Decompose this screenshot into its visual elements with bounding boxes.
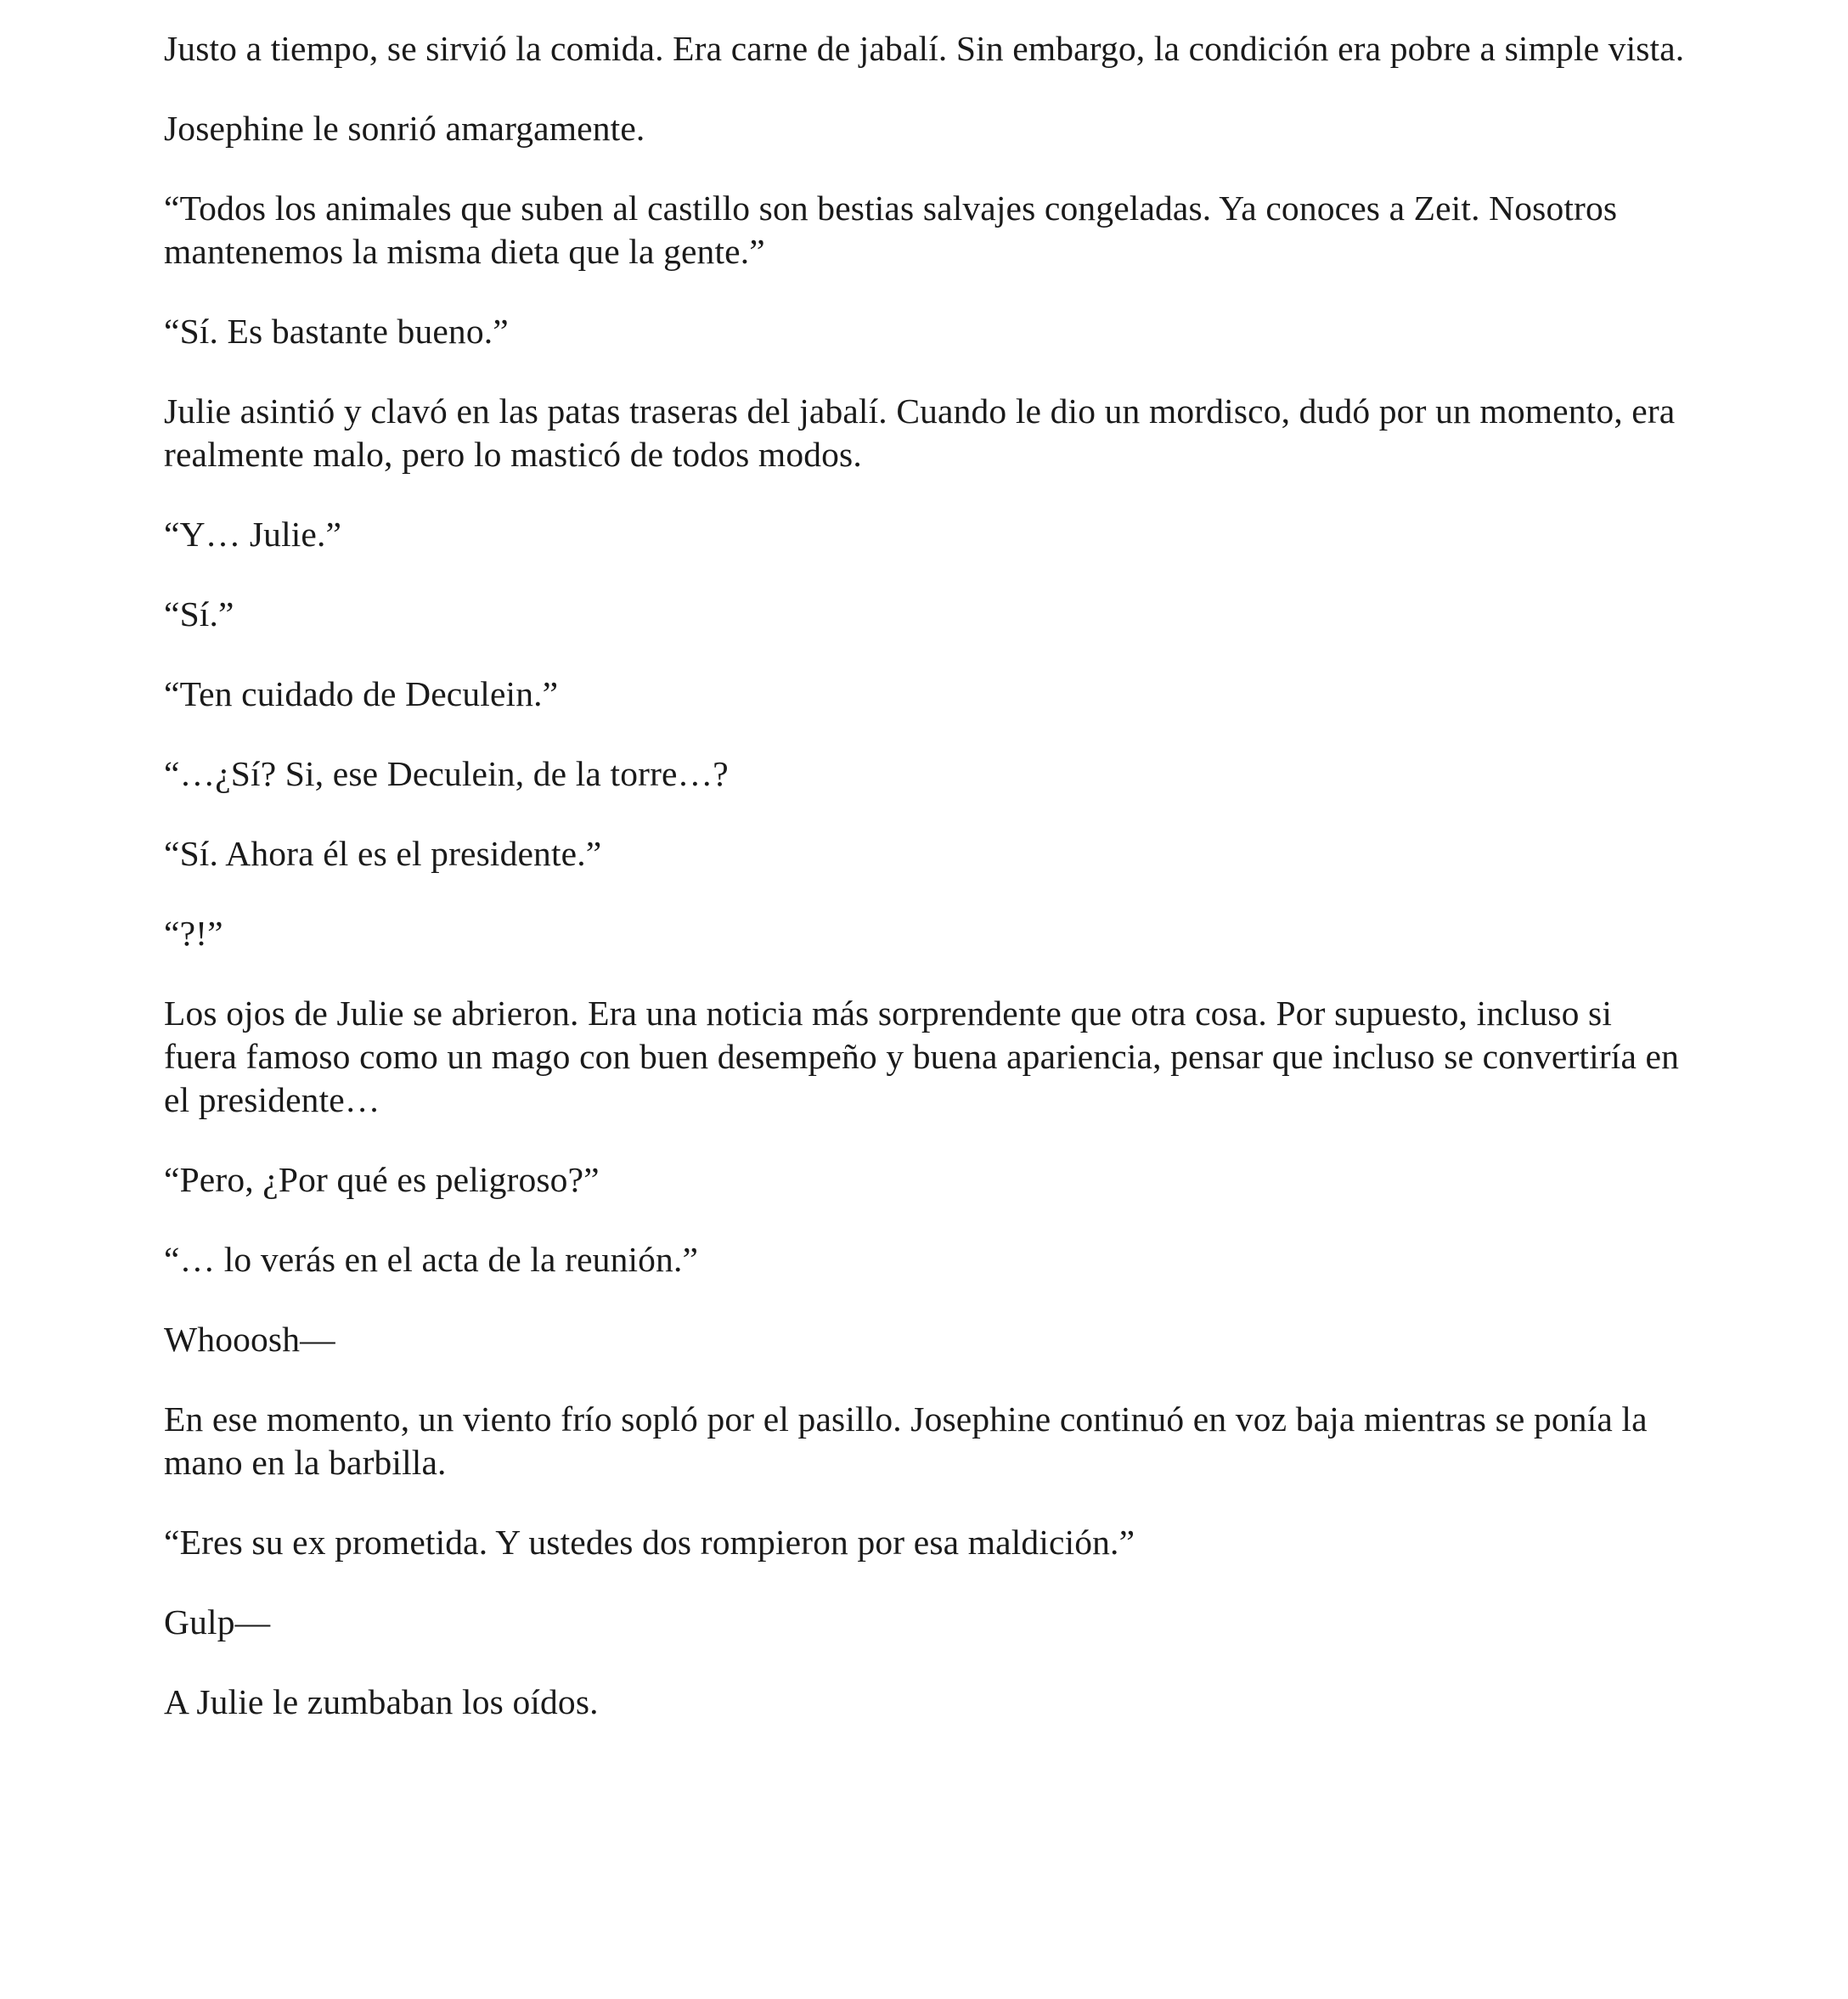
paragraph: “Sí. Es bastante bueno.” <box>164 312 509 351</box>
paragraph: Justo a tiempo, se sirvió la comida. Era carne de jabalí. Sin embargo, la condición era pobre a simple vista. <box>164 29 1685 68</box>
paragraph: Gulp— <box>164 1602 271 1641</box>
document-page <box>164 27 1693 1760</box>
paragraph: Whooosh— <box>164 1320 335 1359</box>
paragraph: Los ojos de Julie se abrieron. Era una noticia más sorprendente que otra cosa. Por supuesto, incluso si fuera famoso como un mago con buen desempeño y buena apariencia, pensar que incluso se convertiría en el presidente… <box>164 994 1680 1119</box>
paragraph: “Eres su ex prometida. Y ustedes dos rompieron por esa maldición.” <box>164 1523 1135 1562</box>
paragraph: “Todos los animales que suben al castillo son bestias salvajes congeladas. Ya conoces a Zeit. Nosotros mantenemos la misma dieta que la gente.” <box>164 189 1618 271</box>
paragraph: A Julie le zumbaban los oídos. <box>164 1682 599 1721</box>
paragraph: “Sí. Ahora él es el presidente.” <box>164 834 602 873</box>
paragraph: “Sí.” <box>164 594 234 633</box>
paragraph: “…¿Sí? Si, ese Deculein, de la torre…? <box>164 754 729 793</box>
paragraph: “Ten cuidado de Deculein.” <box>164 674 559 713</box>
paragraph: “Pero, ¿Por qué es peligroso?” <box>164 1160 600 1199</box>
paragraph: “?!” <box>164 914 223 953</box>
paragraph: Josephine le sonrió amargamente. <box>164 109 645 148</box>
paragraph: Julie asintió y clavó en las patas traseras del jabalí. Cuando le dio un mordisco, dudó por un momento, era realmente malo, pero lo masticó de todos modos. <box>164 391 1676 474</box>
paragraph: “Y… Julie.” <box>164 515 342 554</box>
paragraph: “… lo verás en el acta de la reunión.” <box>164 1240 699 1279</box>
paragraph: En ese momento, un viento frío sopló por el pasillo. Josephine continuó en voz baja mientras se ponía la mano en la barbilla. <box>164 1399 1648 1482</box>
